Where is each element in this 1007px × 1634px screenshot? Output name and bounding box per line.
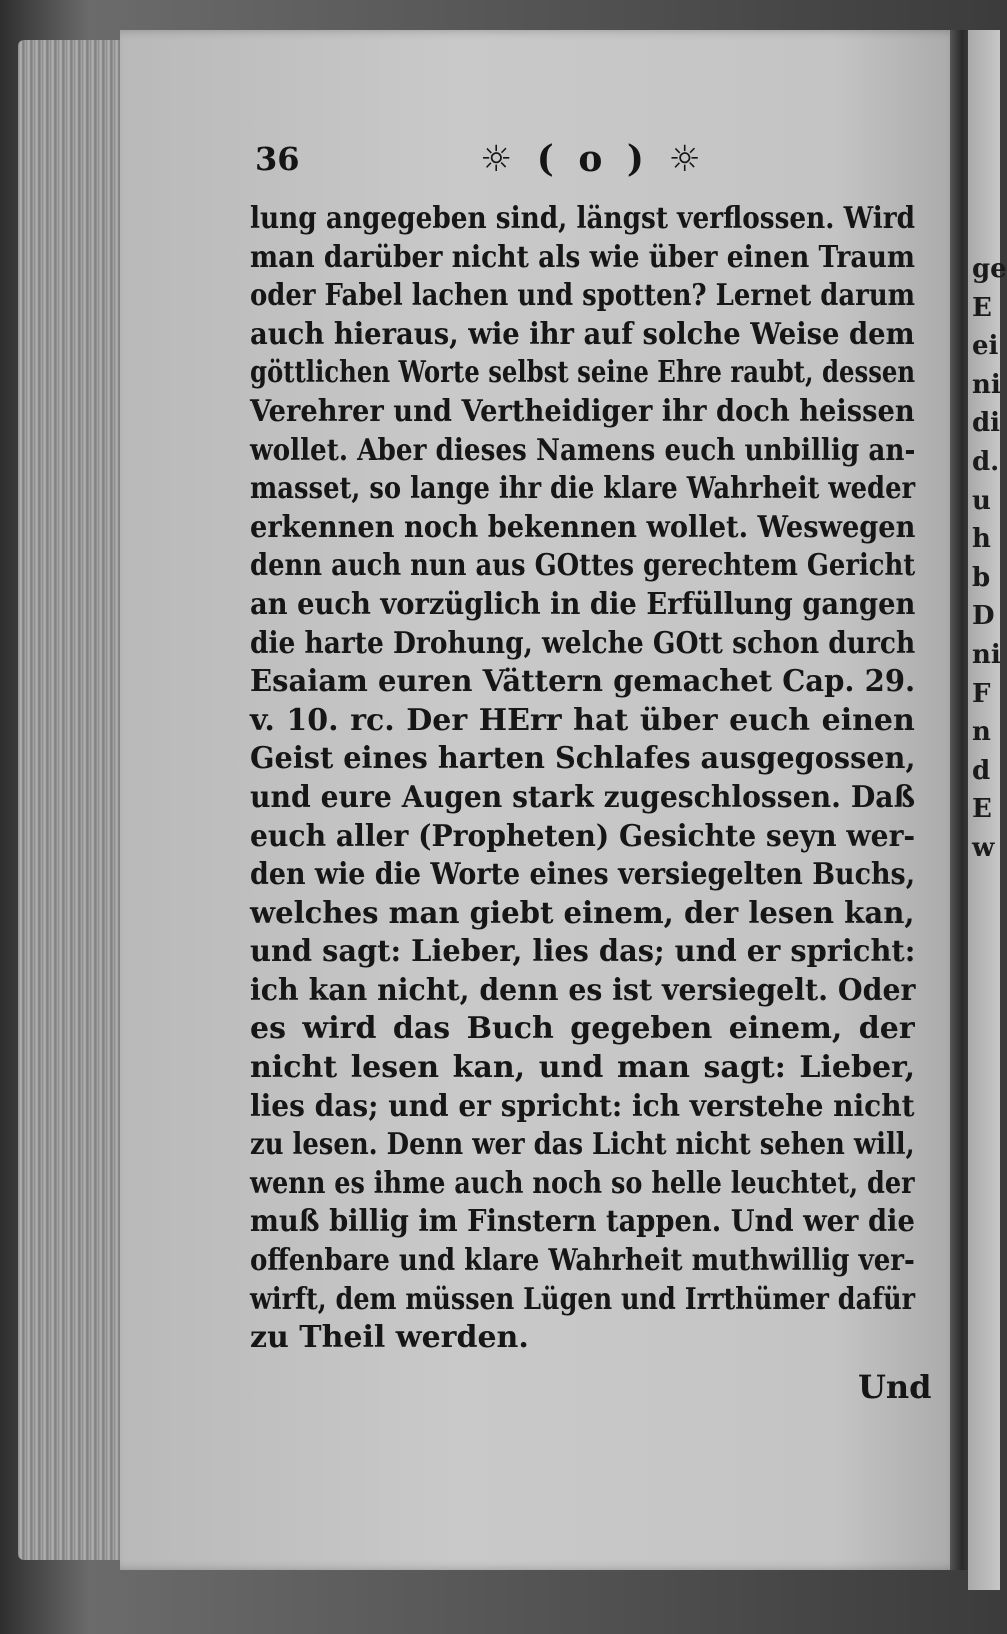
text-line: den wie die Worte eines versiegelten Buchs, bbox=[250, 857, 916, 893]
next-page-fragment: ni bbox=[972, 639, 1001, 670]
text-line: muß billig im Finstern tappen. Und wer die bbox=[250, 1204, 915, 1240]
text-line: erkennen noch bekennen wollet. Weswegen bbox=[250, 509, 916, 545]
body-text bbox=[250, 200, 930, 1358]
next-page-fragment: E bbox=[972, 794, 992, 825]
catchword: Und bbox=[858, 1368, 932, 1406]
next-page-fragment: ei bbox=[972, 331, 999, 362]
next-page-fragment: E bbox=[972, 292, 992, 323]
page-number: 36 bbox=[255, 140, 300, 178]
next-page-fragment: d. bbox=[972, 446, 1000, 477]
next-page-fragment: b bbox=[972, 562, 991, 593]
next-page-fragment: h bbox=[972, 524, 991, 555]
text-line: Esaiam euren Vättern gemachet Cap. 29. bbox=[250, 664, 916, 700]
text-line: die harte Drohung, welche GOtt schon durch bbox=[250, 625, 916, 661]
text-line: wirft, dem müssen Lügen und Irrthümer dafür bbox=[250, 1281, 916, 1317]
text-line: man darüber nicht als wie über einen Traum bbox=[250, 239, 915, 275]
next-page-fragment: n bbox=[972, 717, 991, 748]
text-line: auch hieraus, wie ihr auf solche Weise dem bbox=[250, 316, 915, 352]
text-line: zu lesen. Denn wer das Licht nicht sehen will, bbox=[250, 1127, 915, 1163]
page-header bbox=[255, 140, 915, 186]
text-line: zu Theil werden. bbox=[250, 1320, 529, 1356]
text-line: es wird das Buch gegeben einem, der bbox=[250, 1011, 915, 1047]
page-edges bbox=[18, 40, 128, 1560]
text-line: offenbare und klare Wahrheit muthwillig ver- bbox=[250, 1243, 915, 1279]
running-head: ☼ ( o ) ☼ bbox=[480, 138, 707, 180]
next-page-edge bbox=[968, 30, 1007, 1590]
text-line: an euch vorzüglich in die Erfüllung gangen bbox=[250, 586, 916, 622]
text-line: masset, so lange ihr die klare Wahrheit weder bbox=[250, 471, 916, 507]
text-line: wenn es ihme auch noch so helle leuchtet, der bbox=[250, 1165, 915, 1201]
text-line: wollet. Aber dieses Namens euch unbillig an- bbox=[250, 432, 916, 468]
text-line: lung angegeben sind, längst verflossen. Wird bbox=[250, 201, 915, 236]
text-line: oder Fabel lachen und spotten? Lernet darum bbox=[250, 278, 916, 314]
next-page-fragment: F bbox=[972, 678, 991, 709]
next-page-fragment: D bbox=[972, 601, 995, 632]
next-page-fragments bbox=[968, 30, 1007, 868]
next-page-fragment: ni bbox=[972, 369, 1001, 400]
text-line: euch aller (Propheten) Gesichte seyn wer- bbox=[250, 818, 916, 854]
text-line: göttlichen Worte selbst seine Ehre raubt, dessen bbox=[250, 355, 916, 391]
text-line: nicht lesen kan, und man sagt: Lieber, bbox=[250, 1050, 916, 1086]
text-line: lies das; und er spricht: ich verstehe nicht bbox=[250, 1088, 915, 1124]
next-page-fragment: d bbox=[972, 755, 991, 786]
text-line: Geist eines harten Schlafes ausgegossen, bbox=[250, 741, 916, 777]
next-page-fragment: w bbox=[972, 832, 995, 863]
next-page-fragment: u bbox=[972, 485, 991, 516]
next-page-fragment: di bbox=[972, 408, 1001, 439]
text-line: Verehrer und Vertheidiger ihr doch heissen bbox=[250, 393, 915, 429]
text-line: und eure Augen stark zugeschlossen. Daß bbox=[250, 779, 916, 815]
book-gutter bbox=[950, 30, 970, 1570]
next-page-fragment: ge bbox=[972, 254, 1007, 284]
text-line: welches man giebt einem, der lesen kan, bbox=[250, 895, 915, 931]
text-line: denn auch nun aus GOttes gerechtem Gericht bbox=[250, 548, 916, 584]
text-line: und sagt: Lieber, lies das; und er spricht: bbox=[250, 934, 916, 970]
text-line: ich kan nicht, denn es ist versiegelt. Oder bbox=[250, 972, 916, 1008]
text-line: v. 10. rc. Der HErr hat über euch einen bbox=[250, 702, 915, 738]
